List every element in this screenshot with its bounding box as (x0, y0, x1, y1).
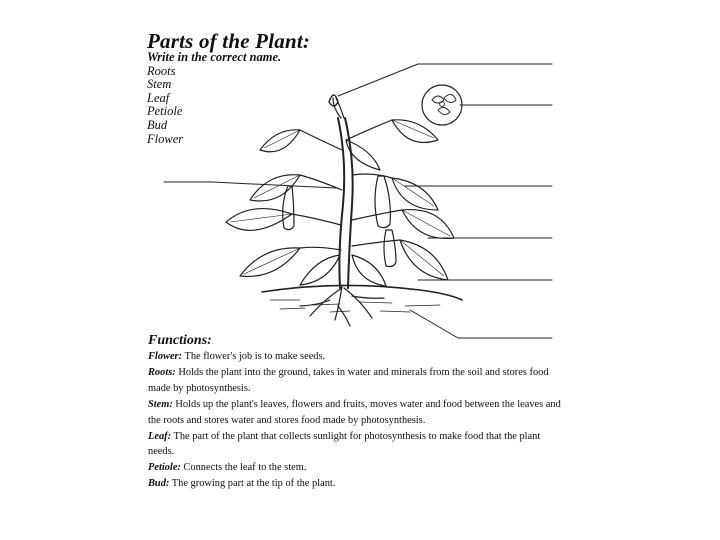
soil-layer (262, 285, 462, 312)
function-text: The part of the plant that collects sunlight for photosynthesis to make food that the plant needs. (148, 430, 541, 458)
function-text: Connects the leaf to the stem. (180, 462, 307, 474)
function-entry-petiole (148, 460, 568, 476)
functions-heading: Functions: (148, 333, 212, 348)
function-text: The growing part at the tip of the plant. (169, 478, 336, 490)
function-term: Petiole: (148, 462, 181, 474)
function-entry-roots (148, 365, 568, 397)
word-bank-item: Bud (147, 117, 168, 132)
function-term: Flower: (148, 351, 183, 362)
stem-drawing (333, 98, 353, 288)
instruction-text: Write in the correct name. (147, 50, 282, 64)
function-term: Roots: (148, 366, 176, 378)
functions-list (148, 349, 568, 492)
worksheet-title: Parts of the Plant: (147, 29, 311, 53)
function-text: The flower's job is to make seeds. (182, 351, 326, 362)
function-entry-flower (148, 349, 568, 365)
word-bank-item: Flower (147, 131, 184, 146)
function-text: Holds up the plant's leaves, flowers and fruits, moves water and food between the leaves and the roots and stores water and stores food made by photosynthesis. (148, 398, 561, 426)
function-term: Stem: (148, 398, 173, 410)
word-bank-item: Stem (147, 77, 172, 92)
roots-drawing (300, 285, 384, 326)
function-entry-stem (148, 397, 568, 429)
flower-drawing (422, 85, 462, 125)
function-term: Leaf: (148, 430, 172, 442)
function-entry-bud (148, 476, 568, 492)
function-text: Holds the plant into the ground, takes in water and minerals from the soil and stores food made by photosynthesis. (148, 366, 549, 394)
word-bank-item: Roots (147, 63, 176, 78)
word-bank-item: Leaf (147, 90, 170, 105)
function-entry-leaf (148, 429, 568, 461)
word-bank-item: Petiole (147, 104, 183, 119)
function-term: Bud: (148, 478, 170, 490)
